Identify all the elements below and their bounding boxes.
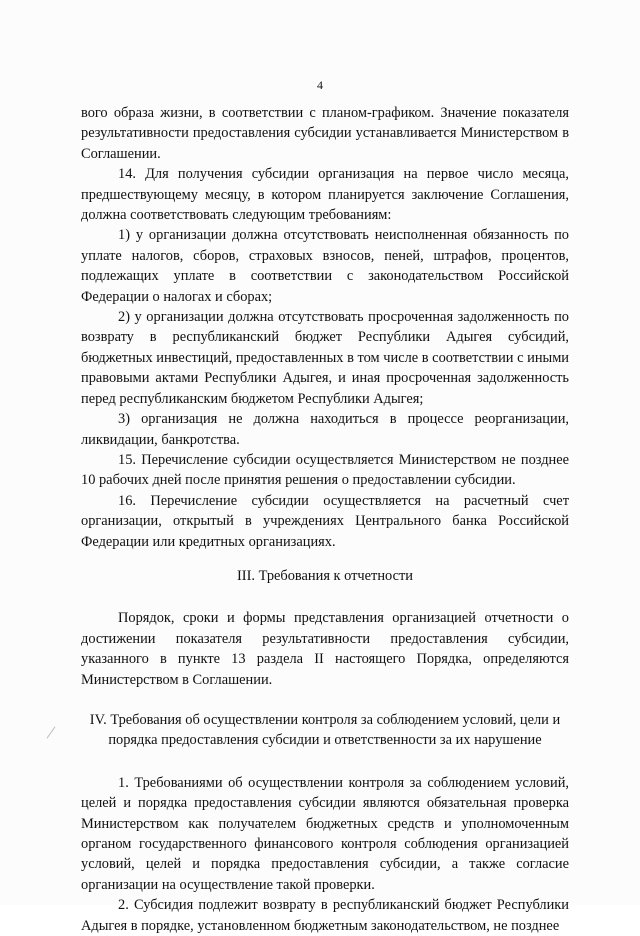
section-heading-3: III. Требования к отчетности: [237, 567, 413, 584]
paragraph-item-15: 15. Перечисление субсидии осуществляется Министерством не позднее 10 рабочих дней после принятия решения о предоставлении субсидии.: [81, 451, 569, 489]
document-body: [81, 103, 569, 936]
paragraph-continuation: вого образа жизни, в соответствии с планом-графиком. Значение показателя результативности предоставления субсидии устанавливается Министерством в Соглашении.: [81, 105, 569, 162]
paragraph-item-14: 14. Для получения субсидии организация на первое число месяца, предшествующему месяцу, в котором планируется заключение Соглашения, должна соответствовать следующим требованиям:: [81, 166, 569, 224]
paragraph-subitem-2: 2) у организации должна отсутствовать просроченная задолженность по возврату в республиканский бюджет Республики Адыгея субсидий, бюджетных инвестиций, предоставленных в том числе в соответствии с иными правовыми актами Республики Адыгея, и иная просроченная задолженность перед республиканским бюджетом Республики Адыгея;: [81, 309, 569, 407]
paragraph-control-2: 2. Субсидия подлежит возврату в республиканский бюджет Республики Адыгея в порядке, установленном бюджетным законодательством, не позднее: [81, 897, 569, 934]
section-heading-4: IV. Требования об осуществлении контроля за соблюдением условий, цели и порядка предоставления субсидии и ответственности за их нарушение: [89, 711, 561, 749]
paragraph-control-1: 1. Требованиями об осуществлении контроля за соблюдением условий, целей и порядка предоставления субсидии являются обязательная проверка Министерством как получателем бюджетных средств и уполномоченным органом государственного финансового контроля соблюдения организацией условий, целей и порядка предоставления субсидии, а также согласие организации на осуществление такой проверки.: [81, 774, 569, 893]
page-number: 4: [317, 78, 323, 92]
paragraph-reporting: Порядок, сроки и формы представления организацией отчетности о достижении показателя результативности предоставления субсидии, указанного в пункте 13 раздела II настоящего Порядка, определяются Министерством в Соглашении.: [81, 610, 569, 688]
paragraph-item-16: 16. Перечисление субсидии осуществляется на расчетный счет организации, открытый в учреждениях Центрального банка Российской Федерации или кредитных организациях.: [81, 492, 569, 550]
paragraph-subitem-3: 3) организация не должна находиться в процессе реорганизации, ликвидации, банкротства.: [81, 411, 569, 448]
scan-artifact: [47, 726, 56, 738]
paragraph-subitem-1: 1) у организации должна отсутствовать неисполненная обязанность по уплате налогов, сборов, страховых взносов, пеней, штрафов, процентов, подлежащих уплате в соответствии с законодательством Российской Федерации о налогах и сборах;: [81, 227, 569, 305]
